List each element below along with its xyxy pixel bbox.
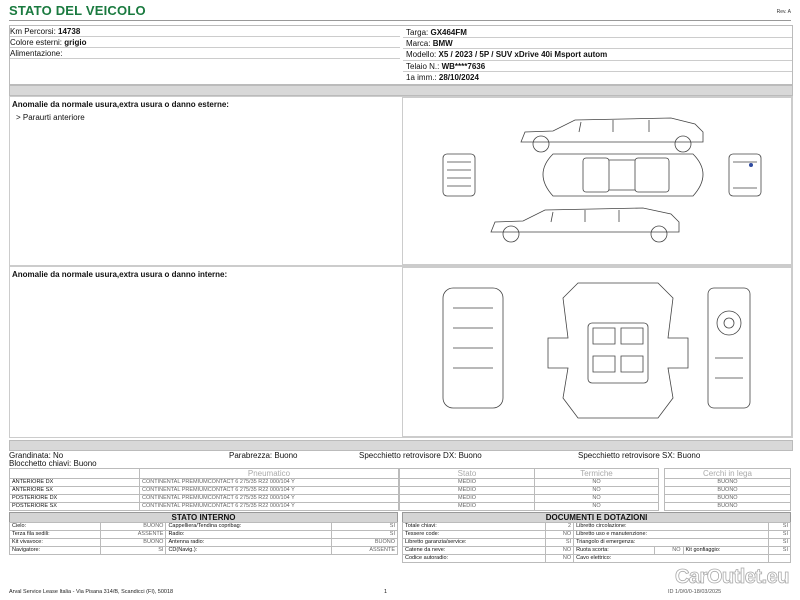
tyre-model: CONTINENTAL PREMIUMCONTACT 6 275/35 R22 000/104 Y bbox=[140, 503, 399, 511]
documents-table bbox=[402, 522, 791, 563]
interior-label: Terza fila sedili: bbox=[10, 531, 101, 539]
watermark: CarOutlet.eu bbox=[674, 566, 789, 588]
table-row bbox=[665, 503, 791, 511]
interior-value: BUONO bbox=[100, 539, 166, 547]
interior-value: SI bbox=[100, 547, 166, 555]
tyre-state: MEDIO bbox=[400, 503, 535, 511]
table-row bbox=[403, 531, 791, 539]
interior-title: STATO INTERNO bbox=[9, 512, 398, 523]
interior-label: Navigatore: bbox=[10, 547, 101, 555]
brand-field bbox=[406, 39, 453, 49]
table-row bbox=[10, 547, 398, 555]
plate-field bbox=[406, 28, 467, 38]
model-value: X5 / 2023 / 5P / SUV xDrive 40i Msport autom bbox=[438, 50, 608, 59]
tyre-header: Pneumatico bbox=[140, 469, 399, 479]
document-value: SI bbox=[545, 539, 573, 547]
document-label: Codice autoradio: bbox=[403, 555, 546, 563]
section-band bbox=[9, 85, 793, 96]
document-label: Kit gonfiaggio: bbox=[683, 547, 769, 555]
tyre-model: CONTINENTAL PREMIUMCONTACT 6 275/35 R22 000/104 Y bbox=[140, 479, 399, 487]
tyres-table bbox=[9, 468, 399, 511]
table-row bbox=[400, 479, 659, 487]
tyres-state-table bbox=[399, 468, 659, 511]
color-value: grigio bbox=[64, 38, 87, 47]
tyre-state: MEDIO bbox=[400, 495, 535, 503]
color-field bbox=[10, 38, 86, 48]
vehicle-info-box bbox=[9, 25, 793, 85]
tyres-header-row bbox=[10, 469, 399, 479]
table-row bbox=[400, 487, 659, 495]
document-label: Triangolo di emergenza: bbox=[574, 539, 769, 547]
table-row bbox=[403, 555, 791, 563]
tyre-position: ANTERIORE DX bbox=[10, 479, 140, 487]
table-row bbox=[665, 495, 791, 503]
document-label: Libretto circolazione: bbox=[574, 523, 769, 531]
document-value: SI bbox=[769, 531, 791, 539]
damage-marker bbox=[749, 163, 753, 167]
tyre-model: CONTINENTAL PREMIUMCONTACT 6 275/35 R22 000/104 Y bbox=[140, 487, 399, 495]
tyre-state: MEDIO bbox=[400, 479, 535, 487]
rim-state: BUONO bbox=[665, 487, 791, 495]
rims-header-row bbox=[665, 469, 791, 479]
fuel-field bbox=[10, 49, 62, 59]
table-row bbox=[10, 495, 399, 503]
row-divider bbox=[10, 58, 400, 59]
interior-label: Kit vivavoce: bbox=[10, 539, 101, 547]
document-value: 2 bbox=[545, 523, 573, 531]
document-label: Libretto garanzia/service: bbox=[403, 539, 546, 547]
plate-value: GX464FM bbox=[430, 28, 467, 37]
interior-value: BUONO bbox=[332, 539, 398, 547]
document-label: Libretto uso e manutenzione: bbox=[574, 531, 769, 539]
windshield-status: Parabrezza: Buono bbox=[229, 451, 298, 460]
interior-label: Radio: bbox=[166, 531, 332, 539]
car-interior-outline-icon bbox=[403, 268, 791, 436]
registration-value: 28/10/2024 bbox=[438, 73, 479, 82]
interior-value: ASSENTE bbox=[100, 531, 166, 539]
color-label: Colore esterni: bbox=[10, 38, 63, 47]
tyre-position: POSTERIORE DX bbox=[10, 495, 140, 503]
model-label: Modello: bbox=[406, 50, 437, 59]
document-label: Ruota scorta: bbox=[574, 547, 655, 555]
hail-status: Grandinata: No bbox=[9, 451, 64, 460]
tyre-position: ANTERIORE SX bbox=[10, 487, 140, 495]
row-divider bbox=[403, 60, 792, 61]
tyres-header-row bbox=[400, 469, 659, 479]
external-damage-title: Anomalie da normale usura,extra usura o danno esterne: bbox=[12, 100, 229, 109]
table-row bbox=[10, 531, 398, 539]
header-divider bbox=[9, 20, 791, 21]
tyre-winter: NO bbox=[535, 495, 659, 503]
rim-state: BUONO bbox=[665, 479, 791, 487]
registration-label: 1a imm.: bbox=[406, 73, 437, 82]
table-row bbox=[665, 479, 791, 487]
interior-label: Cielo: bbox=[10, 523, 101, 531]
external-damage-item: > Paraurti anteriore bbox=[16, 113, 85, 122]
brand-value: BMW bbox=[432, 39, 453, 48]
revision-label: Rev. A bbox=[776, 9, 791, 15]
mirror-right-status: Specchietto retrovisore DX: Buono bbox=[359, 451, 482, 460]
brand-label: Marca: bbox=[406, 39, 431, 48]
km-field bbox=[10, 27, 80, 37]
state-header: Stato bbox=[400, 469, 535, 479]
car-exterior-outline-icon bbox=[403, 98, 791, 264]
documents-title: DOCUMENTI E DOTAZIONI bbox=[402, 512, 791, 523]
mirror-left-status: Specchietto retrovisore SX: Buono bbox=[578, 451, 701, 460]
model-field bbox=[406, 50, 607, 60]
document-label: Tessere code: bbox=[403, 531, 546, 539]
document-value: NO bbox=[545, 555, 573, 563]
internal-damage-title: Anomalie da normale usura,extra usura o danno interne: bbox=[12, 270, 228, 279]
table-row bbox=[10, 503, 399, 511]
table-row bbox=[665, 487, 791, 495]
interior-value: ASSENTE bbox=[332, 547, 398, 555]
table-row bbox=[10, 479, 399, 487]
document-value: SI bbox=[769, 523, 791, 531]
km-value: 14738 bbox=[58, 27, 81, 36]
interior-label: CD(Navig.): bbox=[166, 547, 332, 555]
rims-header: Cerchi in lega bbox=[665, 469, 791, 479]
tyre-winter: NO bbox=[535, 479, 659, 487]
interior-value: SI bbox=[332, 523, 398, 531]
tyre-winter: NO bbox=[535, 503, 659, 511]
page-title: STATO DEL VEICOLO bbox=[9, 3, 146, 18]
fuel-label: Alimentazione: bbox=[10, 49, 63, 58]
footer-reference: ID 1/0/0/0-18/03/2025 bbox=[668, 589, 722, 595]
table-row bbox=[10, 523, 398, 531]
rim-state: BUONO bbox=[665, 495, 791, 503]
km-label: Km Percorsi: bbox=[10, 27, 56, 36]
interior-value: BUONO bbox=[100, 523, 166, 531]
table-row bbox=[400, 495, 659, 503]
tyre-winter: NO bbox=[535, 487, 659, 495]
tyre-model: CONTINENTAL PREMIUMCONTACT 6 275/35 R22 000/104 Y bbox=[140, 495, 399, 503]
interior-label: Cappelliera/Tendina copribag: bbox=[166, 523, 332, 531]
exterior-diagram bbox=[402, 97, 792, 265]
vin-value: WB****7636 bbox=[441, 62, 486, 71]
table-row bbox=[10, 539, 398, 547]
interior-value: SI bbox=[332, 531, 398, 539]
vin-field bbox=[406, 62, 485, 72]
rims-table bbox=[664, 468, 791, 511]
interior-diagram bbox=[402, 267, 792, 437]
document-value: SI bbox=[769, 547, 791, 555]
table-row bbox=[403, 539, 791, 547]
rim-state: BUONO bbox=[665, 503, 791, 511]
footer-company: Arval Service Lease Italia - Via Pisana 314/B, Scandicci (FI), 50018 bbox=[9, 589, 174, 595]
tyre-position: POSTERIORE SX bbox=[10, 503, 140, 511]
interior-label: Antenna radio: bbox=[166, 539, 332, 547]
table-row bbox=[400, 503, 659, 511]
document-value: SI bbox=[769, 539, 791, 547]
table-row bbox=[403, 523, 791, 531]
table-row bbox=[403, 547, 791, 555]
table-row bbox=[10, 487, 399, 495]
section-band bbox=[9, 440, 793, 451]
page-number: 1 bbox=[384, 589, 388, 595]
interior-table bbox=[9, 522, 398, 555]
winter-header: Termiche bbox=[535, 469, 659, 479]
document-label: Totale chiavi: bbox=[403, 523, 546, 531]
document-value bbox=[769, 555, 791, 563]
registration-field bbox=[406, 73, 479, 83]
document-label: Catene da neve: bbox=[403, 547, 546, 555]
tyre-state: MEDIO bbox=[400, 487, 535, 495]
document-label: Cavo elettrico: bbox=[574, 555, 769, 563]
vin-label: Telaio N.: bbox=[406, 62, 440, 71]
tyre-pos-header bbox=[10, 469, 140, 479]
plate-label: Targa: bbox=[406, 28, 429, 37]
document-value: NO bbox=[545, 531, 573, 539]
document-value: NO bbox=[655, 547, 683, 555]
key-lock-status: Blocchetto chiavi: Buono bbox=[9, 459, 97, 468]
document-value: NO bbox=[545, 547, 573, 555]
row-divider bbox=[403, 48, 792, 49]
